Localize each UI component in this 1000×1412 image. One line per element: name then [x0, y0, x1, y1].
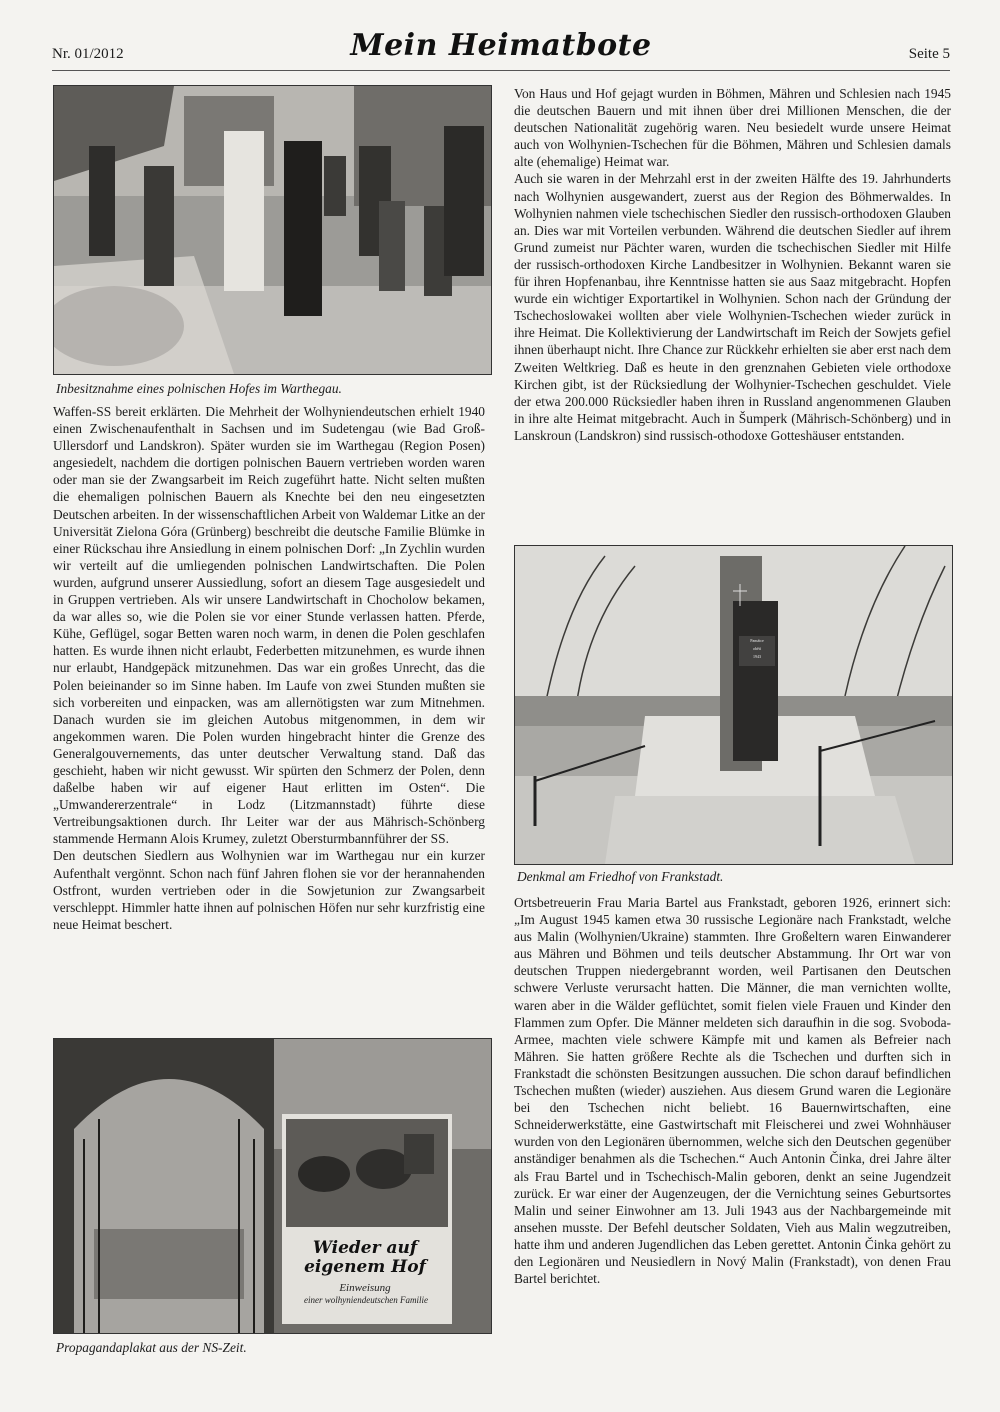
poster-title-2: eigenem Hof [304, 1257, 426, 1277]
left-paragraph-1: Waffen-SS bereit erklärten. Die Mehrheit der Wolhyniendeutschen erhielt 1940 einen Zwischenaufenthalt in Sachsen und im Sudetengau (wie Bad Groß-Ullersdorf und Landskron). Später wurden sie im Warthegau (Region Posen) angesiedelt, nachdem die dortigen polnischen Bauern vertrieben worden waren oder man sie der Zwangsarbeit im Reich zugeführt hatte. Nicht selten mußten die ehemaligen polnischen Bauern als Knechte bei den neu eingesetzten Deutschen arbeiten. In der wissenschaftlichen Arbeit von Waldemar Litke an der Universität Zielona Góra (Grünberg) beschreibt die deutsche Familie Blümke in einer Rückschau ihre Ansiedlung in einem polnischen Dorf: „In Zychlin wurden wir verteilt auf die umliegenden polnischen Landwirtschaften. Die Polen wurden, aufgrund unserer Aussiedlung, sofort an diesem Tage ausgesiedelt und in Gruppen vertrieben. Als wir unsere Landwirtschaft in Chocholow bekamen, da war alles so, wie die Polen sie vor einer Stunde verlassen hatten. Pferde, Kühe, Geflügel, sogar Betten waren noch warm, in denen die Polen geschlafen hatten. Es wurde ihnen nicht erlaubt, Federbetten mitzunehmen, es wurde ihnen nur erlaubt, Handgepäck mitzunehmen. Das war ein großes Unrecht, das die Polen beieinander so im Sinne haben. Im Laufe von zwei Stunden mußten sie sich vorbereiten und einpacken, was am allernötigsten war zum Mitnehmen. Danach wurden sie im gleichen Autobus mitgenommen, in dem wir angekommen waren. Die Polen wurden hingebracht hinter die Grenze des Generalgouvernements, das unter deutscher Verwaltung stand. Daß das geschieht, haben wir nicht gewusst. Wir spürten den Schmerz der Polen, denn daßelbe haben wir auf eigener Haut erlitten im Osten“. Die „Umwandererzentrale“ in Lodz (Litzmannstadt) führte diese Vertreibungsaktionen durch. Ihr Leiter war der aus Mährisch-Schönberg stammende Hermann Alois Krumey, zuletzt Obersturmbannführer der SS. [53, 404, 485, 847]
poster-title-1: Wieder auf [312, 1238, 418, 1258]
photo-farm-illustration [54, 86, 491, 374]
memorial-plaque-line-3: 1943 [753, 654, 761, 659]
right-paragraph-2: Auch sie waren in der Mehrzahl erst in der zweiten Hälfte des 19. Jahrhunderts nach Wolhynien ausgewandert, zuerst aus der Region des Böhmerwaldes. In Wolhynien nahmen viele tschechischen Siedler den russisch-orthodoxen Glauben an. Dies war mit Vorteilen verbunden. Während die deutschen Siedler auf ihrem Grund zumeist nur Pächter waren, wurden die tschechischen Siedler mit Hilfe der russisch-orthodoxen Kirche Landbesitzer in Wolhynien. Bekannt waren sie für ihren Hopfenanbau, ihre Kenntnisse hatten sie aus Saaz mitgebracht. Hopfen wurde ein wichtiger Exportartikel in Wolhynien. Schon nach der Gründung der Tschechoslowakei wollten aber viele Wolhynien-Tschechen wieder zurück in ihre Heimat. Die Kollektivierung der Landwirtschaft im Reich der Sowjets gefiel ihnen überhaupt nicht. Ihre Chance zur Rückkehr erhielten sie aber erst nach dem Zweiten Weltkrieg. Daß es heute in den grenznahen Gebieten viele orthodoxe Kirchen gibt, ist der Rücksiedlung der Wolhynier-Tschechen geschuldet. Viele der etwa 200.000 Rücksiedler haben ihren in Russland angenommenen Glauben in ihre alte Heimat mitgebracht. Auch in Šumperk (Mährisch-Schönberg) und in Lanskroun (Landskron) sind russisch-othodoxe Gotteshäuser entstanden. [514, 171, 951, 443]
masthead-title: Mein Heimatbote [350, 28, 652, 63]
photo-propaganda-poster [53, 1038, 492, 1334]
issue-number: Nr. 01/2012 [52, 46, 124, 62]
right-column-text-bottom [514, 894, 951, 1287]
header-rule [52, 70, 950, 71]
right-paragraph-3: Ortsbetreuerin Frau Maria Bartel aus Frankstadt, geboren 1926, erinnert sich: „Im August 1945 kamen etwa 30 russische Legionäre nach Frankstadt, welche aus Malin (Wolhynien/Ukraine) stammten. Ihre Großeltern waren Einwanderer aus Mähren und Böhmen und teils deutscher Abstammung. Ihr Ort war von deutschen Truppen niedergebrannt worden, weil Partisanen den Deutschen schwere Verluste verursacht hatten. Die Männer, die man vernichten wollte, waren aber in die Wälder geflüchtet, somit fielen viele Frauen und Kinder den Flammen zum Opfer. Die Männer meldeten sich daraufhin in die sog. Svoboda-Armee, machten viele schwere Kämpfe mit und kamen als Befreier nach Mähren. Sie hatten größere Rechte als die Tschechen und durften sich in Frankstadt die schönsten Besitzungen aussuchen. Die schon darauf befindlichen Tschechen mußten (wieder) ausziehen. Aus diesem Grund waren die Legionäre bei den Tschechen nicht beliebt. 16 Bauernwirtschaften, eine Schneiderwerkstätte, eine Gastwirtschaft mit Fleischerei und zwei Wohnhäuser wurden von den Legionären übernommen, welche sich den Deutschen gegenüber anständiger benahmen als die Tschechen.“ Auch Antonin Činka, drei Jahre älter als Frau Bartel und in Tschechisch-Malin geboren, denkt an seine Jugendzeit zurück. Er war einer der Augenzeugen, der die Vernichtung seines Geburtsortes Malin und seiner Einwohner am 13. Juli 1943 aus der Nachbargemeinde mit ansehen musste. Der Befehl deutscher Soldaten, Vieh aus Malin wegzutreiben, hatte ihm und anderen Jugendlichen das Leben gerettet. Antonin Činka gehört zu den Legionären und Neusiedlern in Nový Malin (Frankstadt), von denen Frau Bartel berichtet. [514, 895, 951, 1287]
photo-memorial [514, 545, 953, 865]
right-paragraph-1: Von Haus und Hof gejagt wurden in Böhmen, Mähren und Schlesien nach 1945 die deutschen Bauern und mit ihnen über drei Millionen Menschen, die der deutschen Nationalität zugehörig waren. Neu besiedelt wurde unsere Heimat auch von Wolhynien-Tschechen für die Böhmen, Mähren und Schlesien damals alte (ehemalige) Heimat war. [514, 86, 951, 170]
poster-subtitle-2: einer wolhyniendeutschen Familie [304, 1295, 428, 1305]
right-column-text-top [514, 85, 951, 444]
memorial-illustration [515, 546, 952, 864]
page-header [52, 28, 950, 72]
page-number: Seite 5 [908, 46, 950, 62]
memorial-plaque-line-1: Památce [750, 638, 764, 643]
left-column-text [53, 403, 485, 933]
memorial-plaque-line-2: obětí [753, 646, 761, 651]
poster-subtitle-1: Einweisung [339, 1282, 391, 1294]
caption-polish-farm: Inbesitznahme eines polnischen Hofes im Warthegau. [56, 381, 342, 396]
caption-memorial: Denkmal am Friedhof von Frankstadt. [517, 869, 724, 884]
photo-polish-farm [53, 85, 492, 375]
caption-propaganda-poster: Propagandaplakat aus der NS-Zeit. [56, 1340, 247, 1355]
left-paragraph-2: Den deutschen Siedlern aus Wolhynien war im Warthegau nur ein kurzer Aufenthalt vergönnt. Schon nach fünf Jahren flohen sie vor der herannahenden Ostfront, wurden vertrieben oder in die Sowjetunion zur Zwangsarbeit verschleppt. Himmler hatte ihnen auf polnischen Höfen nur sehr kurzfristig eine neue Heimat beschert. [53, 848, 485, 932]
